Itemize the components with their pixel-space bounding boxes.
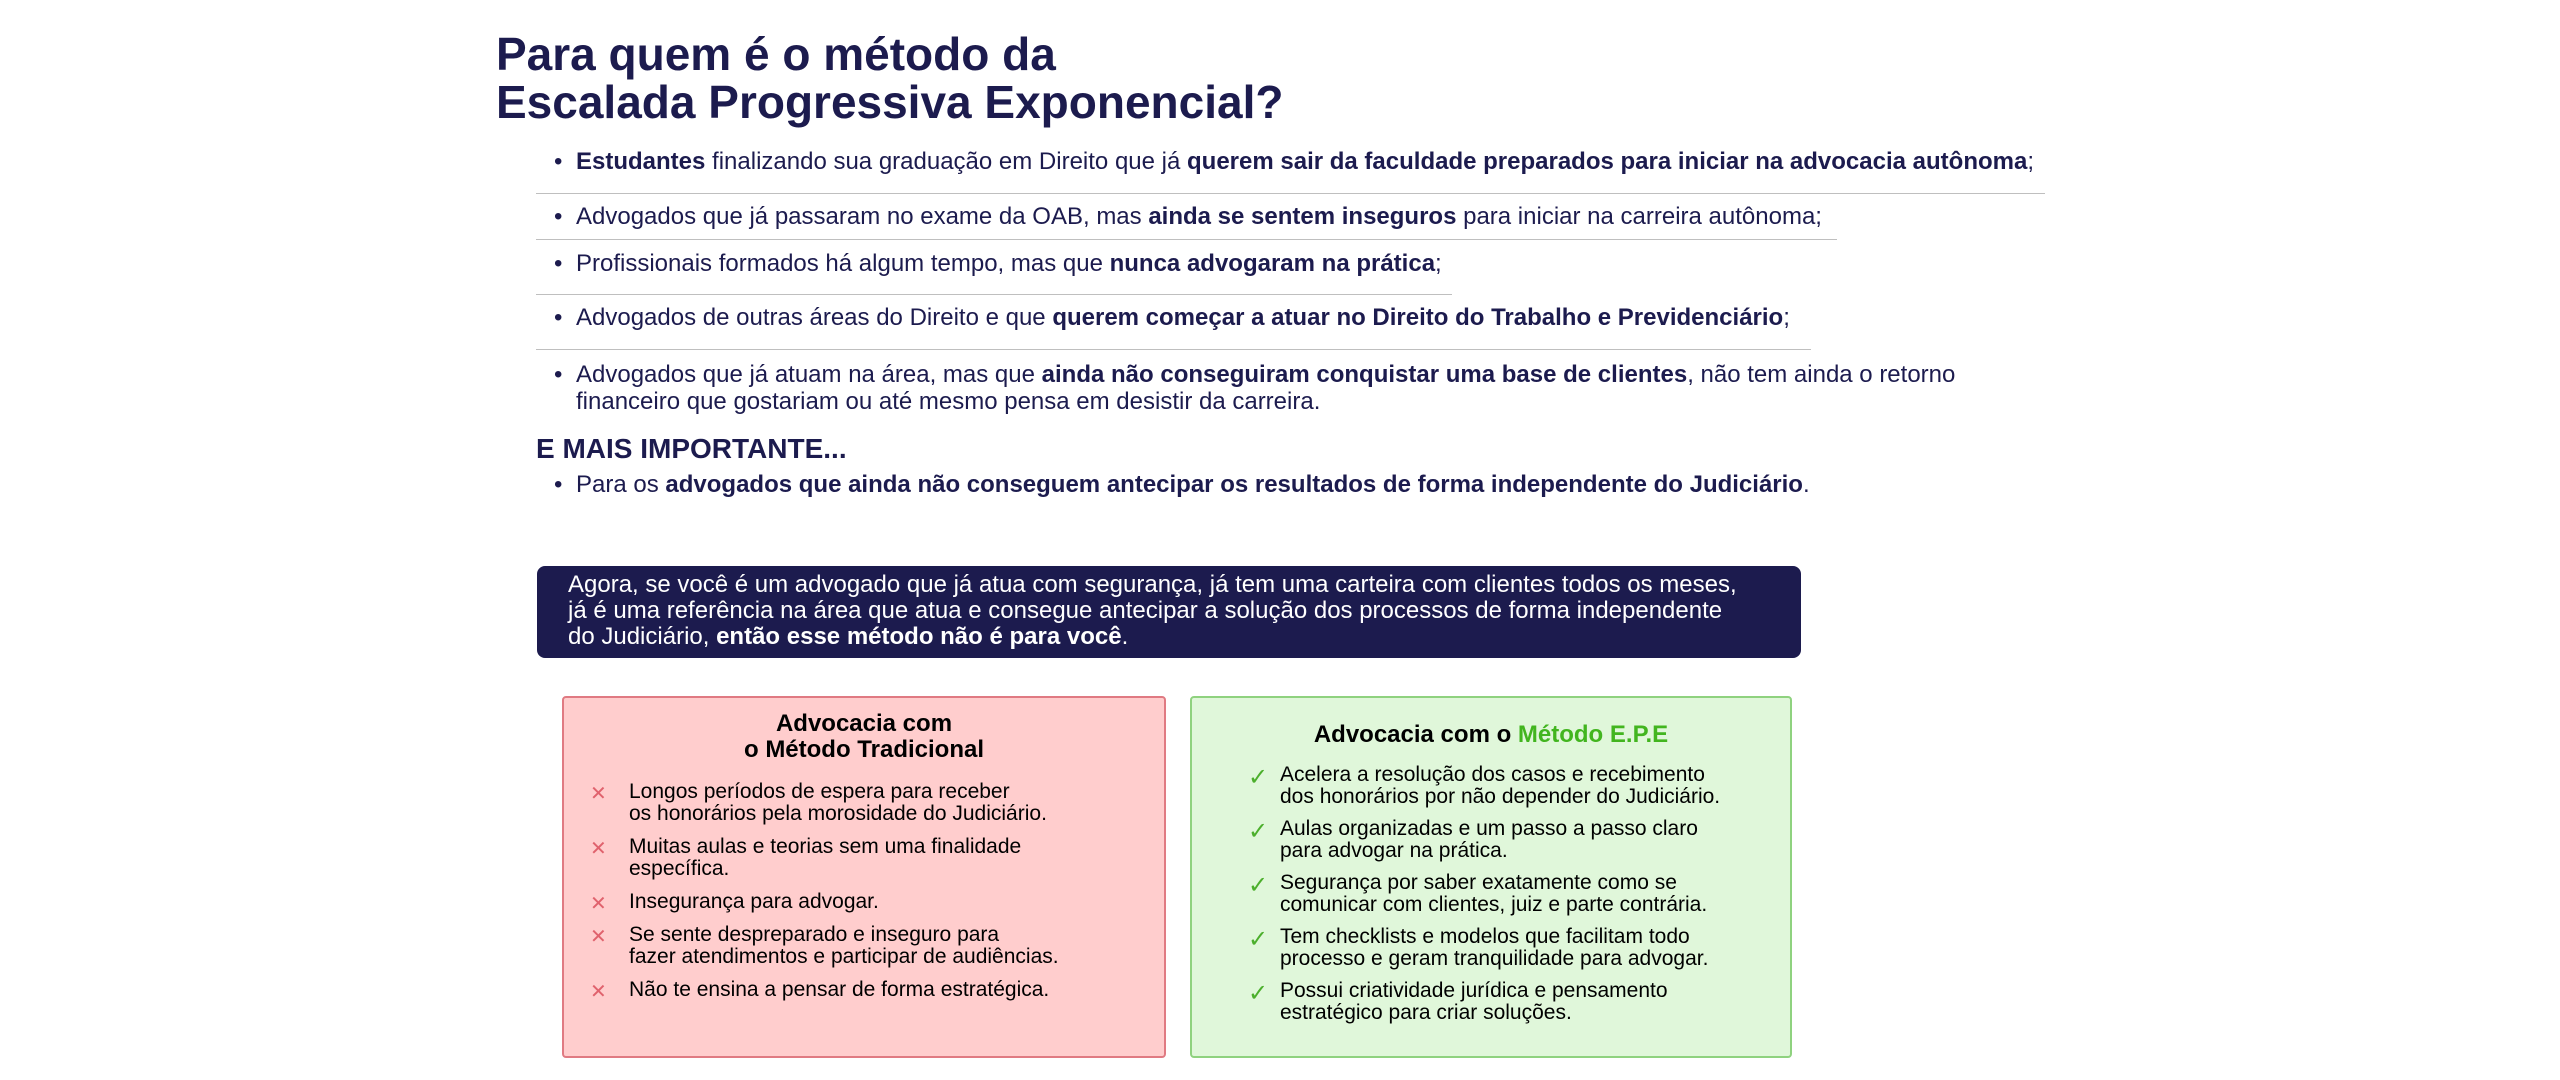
cross-icon: ✕ bbox=[590, 783, 607, 805]
audience-item bbox=[536, 250, 2096, 277]
body-text: Advogados que já passaram no exame da OAB, mas bbox=[576, 203, 1149, 230]
list-item: ✓ Aulas organizadas e um passo a passo claro para advogar na prática. bbox=[1248, 817, 1698, 862]
list-item: ✕ Não te ensina a pensar de forma estratégica. bbox=[590, 978, 1050, 1003]
cross-icon: ✕ bbox=[590, 838, 607, 860]
body-text: Para os bbox=[576, 471, 666, 498]
body-text: financeiro que gostariam ou até mesmo pensa em desistir da carreira. bbox=[576, 388, 1321, 415]
important-item bbox=[536, 471, 2096, 498]
body-text: Advogados de outras áreas do Direito e que bbox=[576, 304, 1053, 331]
body-text: ; bbox=[1783, 304, 1790, 331]
emphasis-text: querem começar a atuar no Direito do Trabalho e Previdenciário bbox=[1052, 304, 1784, 331]
list-item: ✕ Se sente despreparado e inseguro para fazer atendimentos e participar de audiências. bbox=[590, 923, 1059, 968]
traditional-method-card bbox=[562, 696, 1166, 1058]
emphasis-text: ainda se sentem inseguros bbox=[1148, 203, 1457, 230]
traditional-card-title: Advocacia com o Método Tradicional bbox=[743, 710, 984, 763]
list-item: ✓ Acelera a resolução dos casos e recebimento dos honorários por não depender do Judiciário. bbox=[1248, 763, 1721, 808]
body-text: Advogados que já atuam na área, mas que bbox=[576, 361, 1042, 388]
check-icon: ✓ bbox=[1248, 872, 1269, 899]
audience-item bbox=[536, 304, 2096, 331]
audience-list bbox=[536, 148, 2096, 175]
title-line-2: Escalada Progressiva Exponencial? bbox=[496, 76, 1284, 128]
check-icon: ✓ bbox=[1248, 818, 1269, 845]
epe-list bbox=[1192, 764, 1790, 1024]
audience-list bbox=[536, 304, 2096, 331]
page-title bbox=[496, 30, 2096, 126]
main-content bbox=[496, 30, 2096, 498]
epe-method-card bbox=[1190, 696, 1792, 1058]
body-text: Agora, se você é um advogado que já atua com segurança, já tem uma carteira com clientes todos os meses, bbox=[568, 571, 1737, 598]
body-text: para iniciar na carreira autônoma; bbox=[1456, 203, 1822, 230]
audience-list bbox=[536, 361, 2096, 415]
body-text: , não tem ainda o retorno bbox=[1687, 361, 1956, 388]
title-line-1: Para quem é o método da bbox=[496, 28, 1056, 80]
body-text: finalizando sua graduação em Direito que já bbox=[705, 148, 1188, 175]
divider bbox=[536, 193, 2045, 194]
emphasis-text: advogados que ainda não conseguem antecipar os resultados de forma independente do Judiciário bbox=[665, 471, 1803, 498]
list-item: ✓ Possui criatividade jurídica e pensamento estratégico para criar soluções. bbox=[1248, 979, 1668, 1024]
body-text: . bbox=[1802, 471, 1810, 498]
audience-list bbox=[536, 250, 2096, 277]
epe-card-title: Advocacia com o Método E.P.E bbox=[1313, 721, 1669, 748]
traditional-list bbox=[564, 781, 1164, 1001]
check-icon: ✓ bbox=[1248, 926, 1269, 953]
check-icon: ✓ bbox=[1248, 764, 1269, 791]
audience-item bbox=[536, 361, 2096, 415]
check-icon: ✓ bbox=[1248, 980, 1269, 1007]
audience-item bbox=[536, 148, 2096, 175]
list-item: ✕ Insegurança para advogar. bbox=[590, 890, 879, 915]
emphasis-text: Estudantes bbox=[576, 148, 706, 175]
emphasis-text: ainda não conseguiram conquistar uma base de clientes bbox=[1041, 361, 1688, 388]
cross-icon: ✕ bbox=[590, 926, 607, 948]
emphasis-text: nunca advogaram na prática bbox=[1109, 250, 1436, 277]
list-item: ✕ Muitas aulas e teorias sem uma finalidade específica. bbox=[590, 835, 1022, 880]
section-heading: E MAIS IMPORTANTE... bbox=[536, 433, 847, 464]
cross-icon: ✕ bbox=[590, 893, 607, 915]
divider bbox=[536, 239, 1837, 240]
notice-banner bbox=[537, 566, 1801, 658]
emphasis-text: querem sair da faculdade preparados para iniciar na advocacia autônoma bbox=[1187, 148, 2028, 175]
body-text: ; bbox=[2027, 148, 2034, 175]
body-text: ; bbox=[1435, 250, 1442, 277]
emphasis-text: então esse método não é para você bbox=[716, 623, 1122, 650]
important-list bbox=[536, 471, 2096, 498]
cross-icon: ✕ bbox=[590, 981, 607, 1003]
divider bbox=[536, 294, 1452, 295]
audience-item bbox=[536, 203, 2096, 230]
body-text: . bbox=[1121, 623, 1129, 650]
body-text: Profissionais formados há algum tempo, mas que bbox=[576, 250, 1110, 277]
audience-list bbox=[536, 203, 2096, 230]
body-text: do Judiciário, bbox=[568, 623, 717, 650]
divider bbox=[536, 349, 1811, 350]
list-item: ✓ Tem checklists e modelos que facilitam todo processo e geram tranquilidade para advogar. bbox=[1248, 925, 1709, 970]
list-item: ✓ Segurança por saber exatamente como se comunicar com clientes, juiz e parte contrária. bbox=[1248, 871, 1708, 916]
list-item: ✕ Longos períodos de espera para receber os honorários pela morosidade do Judiciário. bbox=[590, 780, 1047, 825]
body-text: já é uma referência na área que atua e consegue antecipar a solução dos processos de forma independente bbox=[568, 597, 1723, 624]
